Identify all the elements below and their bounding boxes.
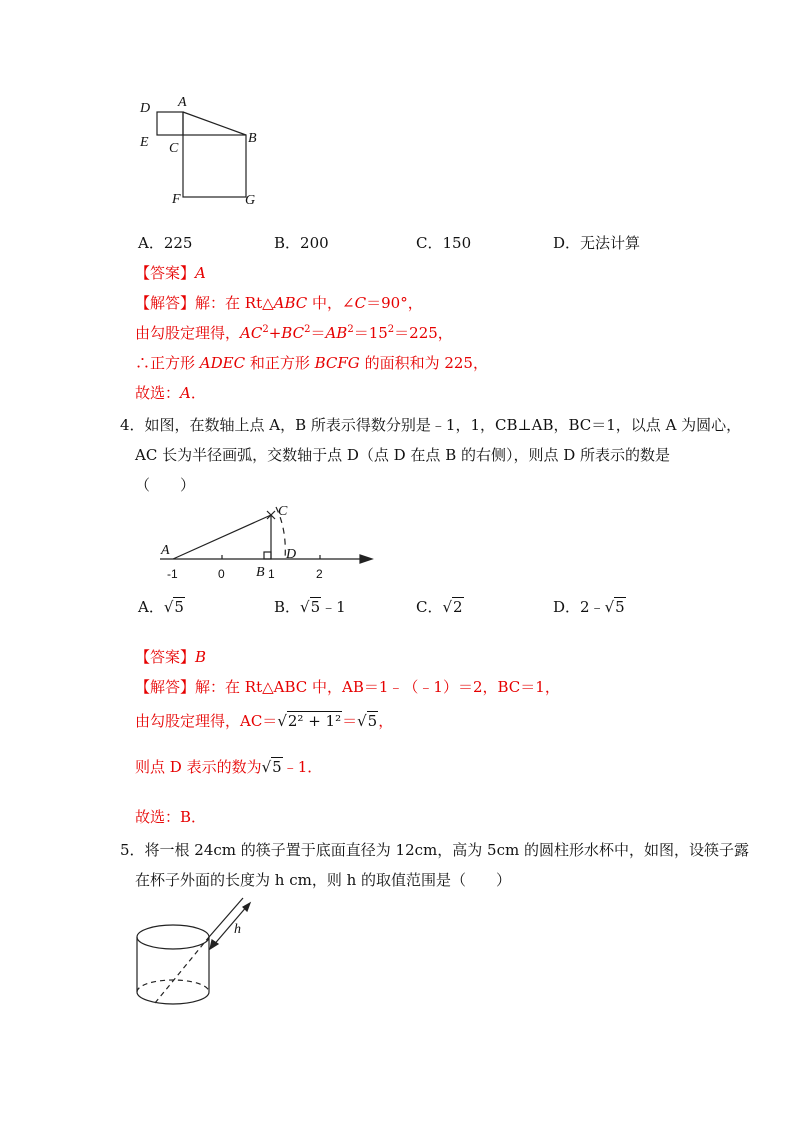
q3-figure (130, 90, 270, 215)
q5-question-line2: 在杯子外面的长度为 h cm，则 h 的取值范围是（ ） (135, 871, 512, 889)
q4-choice-d: D．2﹣√5 (553, 598, 625, 616)
q4-choice-a: A．√5 (138, 598, 184, 616)
q3-answer: 【答案】A (135, 264, 206, 282)
q3-choice-c: C．150 (416, 234, 472, 252)
q3-solution-line1: 【解答】解：在 Rt△ABC 中，∠C＝90°， (135, 294, 423, 312)
tick-label-2: 2 (316, 567, 323, 581)
label-h: h (234, 922, 241, 937)
q3-solution-line4: 故选：A． (135, 384, 206, 402)
q4-question-line3: （ ） (135, 476, 196, 494)
tick-label-minus1: -1 (167, 567, 178, 581)
q4-solution-line2: 由勾股定理得，AC＝√2² + 1²＝√5， (135, 712, 394, 730)
q3-choice-b: B．200 (274, 234, 329, 252)
label-B: B (248, 131, 257, 146)
sqrt-sign-icon: √5 (261, 758, 282, 776)
sqrt-sign-icon: √5 (163, 598, 184, 616)
q4-choice-c: C．√2 (416, 598, 463, 616)
sqrt-sign-icon: √2² + 1² (277, 712, 342, 730)
q4-answer: 【答案】B (135, 648, 207, 666)
label-A: A (161, 543, 170, 558)
label-D: D (140, 101, 151, 116)
label-C: C (278, 504, 288, 519)
q5-question-line1: 5．将一根 24cm 的筷子置于底面直径为 12cm，高为 5cm 的圆柱形水杯中，如图，设筷子露 (120, 841, 749, 859)
label-E: E (140, 135, 149, 150)
q4-solution-line4: 故选：B． (135, 808, 207, 826)
q4-number-line-figure (150, 500, 380, 585)
q4-choice-b: B．√5﹣1 (274, 598, 346, 616)
q4-solution-line1: 【解答】解：在 Rt△ABC 中，AB＝1﹣（﹣1）＝2，BC＝1， (135, 678, 560, 696)
q3-choice-d: D．无法计算 (553, 234, 641, 252)
q5-cylinder-figure (128, 895, 268, 1015)
label-F: F (172, 192, 181, 207)
label-A: A (178, 95, 187, 110)
q3-solution-line3: ∴正方形 ADEC 和正方形 BCFG 的面积和为 225， (135, 354, 488, 372)
label-B: B (256, 565, 265, 580)
q3-solution-line2: 由勾股定理得，$AC^2+BC^2=AB^2=15^2=225$， (135, 324, 453, 342)
sqrt-sign-icon: √5 (300, 598, 321, 616)
sqrt-sign-icon: √5 (357, 712, 378, 730)
label-C: C (169, 141, 179, 156)
sqrt-sign-icon: √5 (604, 598, 625, 616)
label-D: D (286, 547, 297, 562)
tick-label-0: 0 (218, 567, 225, 581)
q3-choice-a: A．225 (138, 234, 193, 252)
label-G: G (245, 193, 256, 208)
q4-question-line1: 4．如图，在数轴上点 A，B 所表示得数分别是﹣1，1，CB⊥AB，BC＝1，以点 A 为圆心， (120, 416, 742, 434)
sqrt-sign-icon: √2 (442, 598, 463, 616)
q4-solution-line3: 则点 D 表示的数为√5﹣1． (135, 758, 323, 776)
tick-label-1: 1 (268, 567, 275, 581)
q4-question-line2: AC 长为半径画弧，交数轴于点 D（点 D 在点 B 的右侧），则点 D 所表示的数是 (135, 446, 671, 464)
